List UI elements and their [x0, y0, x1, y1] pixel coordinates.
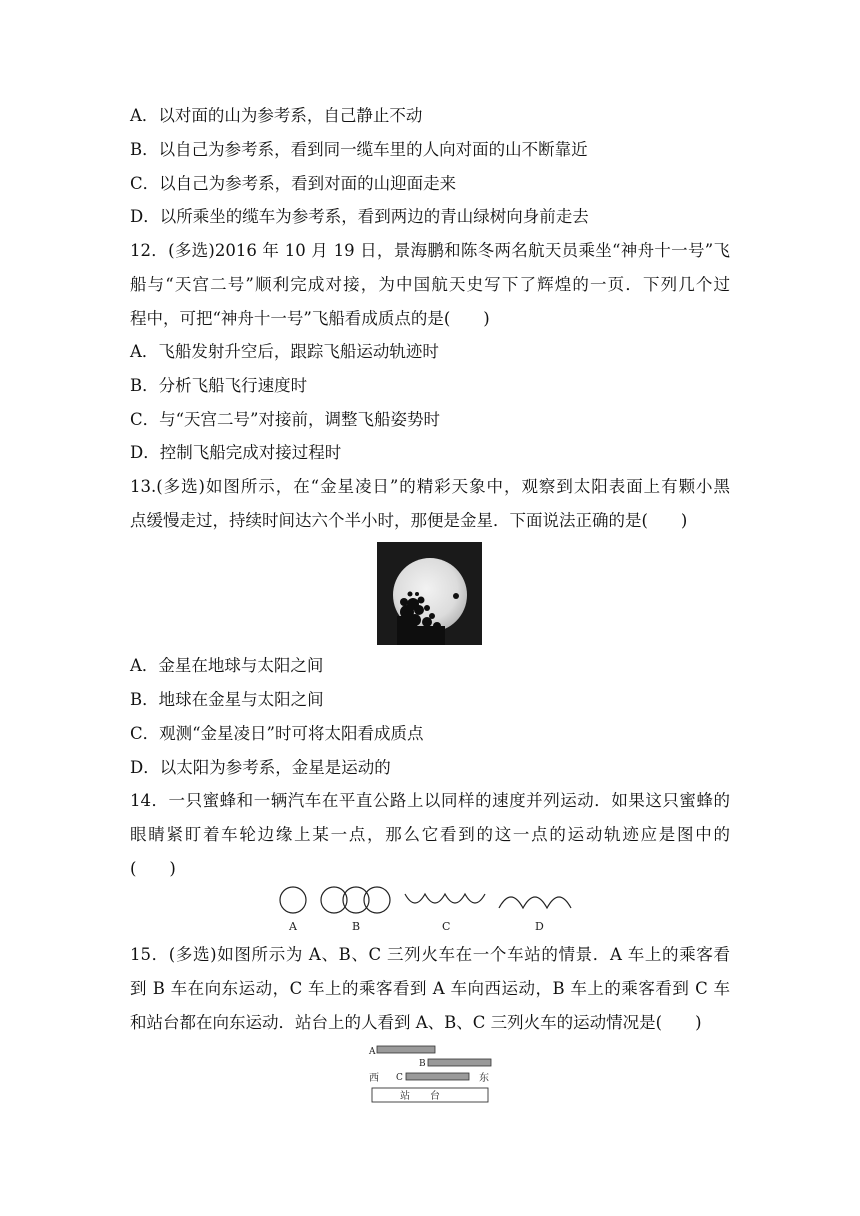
train-station-figure — [364, 1040, 499, 1106]
trajectory-label-a: A — [289, 920, 297, 933]
train-c-label: C — [396, 1073, 403, 1083]
train-a-label: A — [369, 1047, 376, 1057]
venus-transit-photo — [377, 542, 482, 645]
train-b — [428, 1059, 491, 1066]
trajectory-label-c: C — [442, 920, 451, 933]
q11-option-a: A．以对面的山为参考系，自己静止不动 — [130, 106, 423, 125]
q14-stem-line1: 14．一只蜜蜂和一辆汽车在平直公路上以同样的速度并列运动．如果这只蜜蜂的 — [130, 791, 730, 810]
q12-option-a: A．飞船发射升空后，跟踪飞船运动轨迹时 — [130, 342, 439, 361]
west-label: 西 — [369, 1073, 379, 1084]
east-label: 东 — [479, 1073, 489, 1084]
trajectory-label-d: D — [535, 920, 544, 933]
q12-stem-line1: 12．(多选)2016 年 10 月 19 日，景海鹏和陈冬两名航天员乘坐“神舟十一号”飞 — [130, 241, 730, 260]
q15-stem-line2: 到 B 车在向东运动，C 车上的乘客看到 A 车向西运动，B 车上的乘客看到 C 车 — [130, 979, 730, 998]
q12-option-b: B．分析飞船飞行速度时 — [130, 376, 308, 395]
q11-option-b: B．以自己为参考系，看到同一缆车里的人向对面的山不断靠近 — [130, 140, 588, 159]
trajectory-d-arcs — [499, 897, 571, 908]
train-b-label: B — [419, 1059, 426, 1069]
q13-stem-line2: 点缓慢走过，持续时间达六个半小时，那便是金星．下面说法正确的是( ) — [130, 511, 688, 530]
q13-option-b: B．地球在金星与太阳之间 — [130, 690, 324, 709]
train-c — [406, 1073, 469, 1080]
q13-stem-line1: 13.(多选)如图所示，在“金星凌日”的精彩天象中，观察到太阳表面上有颗小黑 — [130, 477, 730, 496]
q14-stem-line2: 眼睛紧盯着车轮边缘上某一点，那么它看到的这一点的运动轨迹应是图中的 — [130, 825, 730, 844]
q15-stem-line3: 和站台都在向东运动．站台上的人看到 A、B、C 三列火车的运动情况是( ) — [130, 1013, 702, 1032]
q15-stem-line1: 15．(多选)如图所示为 A、B、C 三列火车在一个车站的情景．A 车上的乘客看 — [130, 945, 730, 964]
q13-option-d: D．以太阳为参考系，金星是运动的 — [130, 758, 391, 777]
q11-option-c: C．以自己为参考系，看到对面的山迎面走来 — [130, 174, 457, 193]
trajectory-c-arcs — [405, 894, 485, 903]
q14-stem-line3: ( ) — [130, 859, 176, 878]
venus-dot — [453, 593, 459, 599]
q11-option-d: D．以所乘坐的缆车为参考系，看到两边的青山绿树向身前走去 — [130, 207, 589, 226]
q12-option-d: D．控制飞船完成对接过程时 — [130, 443, 342, 462]
trajectory-figure — [275, 882, 585, 934]
q12-stem-line3: 程中，可把“神舟十一号”飞船看成质点的是( ) — [130, 309, 490, 328]
q12-stem-line2: 船与“天宫二号”顺利完成对接，为中国航天史写下了辉煌的一页．下列几个过 — [130, 275, 730, 294]
trajectory-label-b: B — [352, 920, 361, 933]
platform-label: 站 台 — [400, 1091, 440, 1102]
q13-option-a: A．金星在地球与太阳之间 — [130, 656, 324, 675]
q13-option-c: C．观测“金星凌日”时可将太阳看成质点 — [130, 724, 424, 743]
q12-option-c: C．与“天宫二号”对接前，调整飞船姿势时 — [130, 410, 440, 429]
trajectory-b-circle — [364, 887, 390, 913]
train-a — [377, 1046, 435, 1053]
trajectory-a-circle — [280, 887, 306, 913]
